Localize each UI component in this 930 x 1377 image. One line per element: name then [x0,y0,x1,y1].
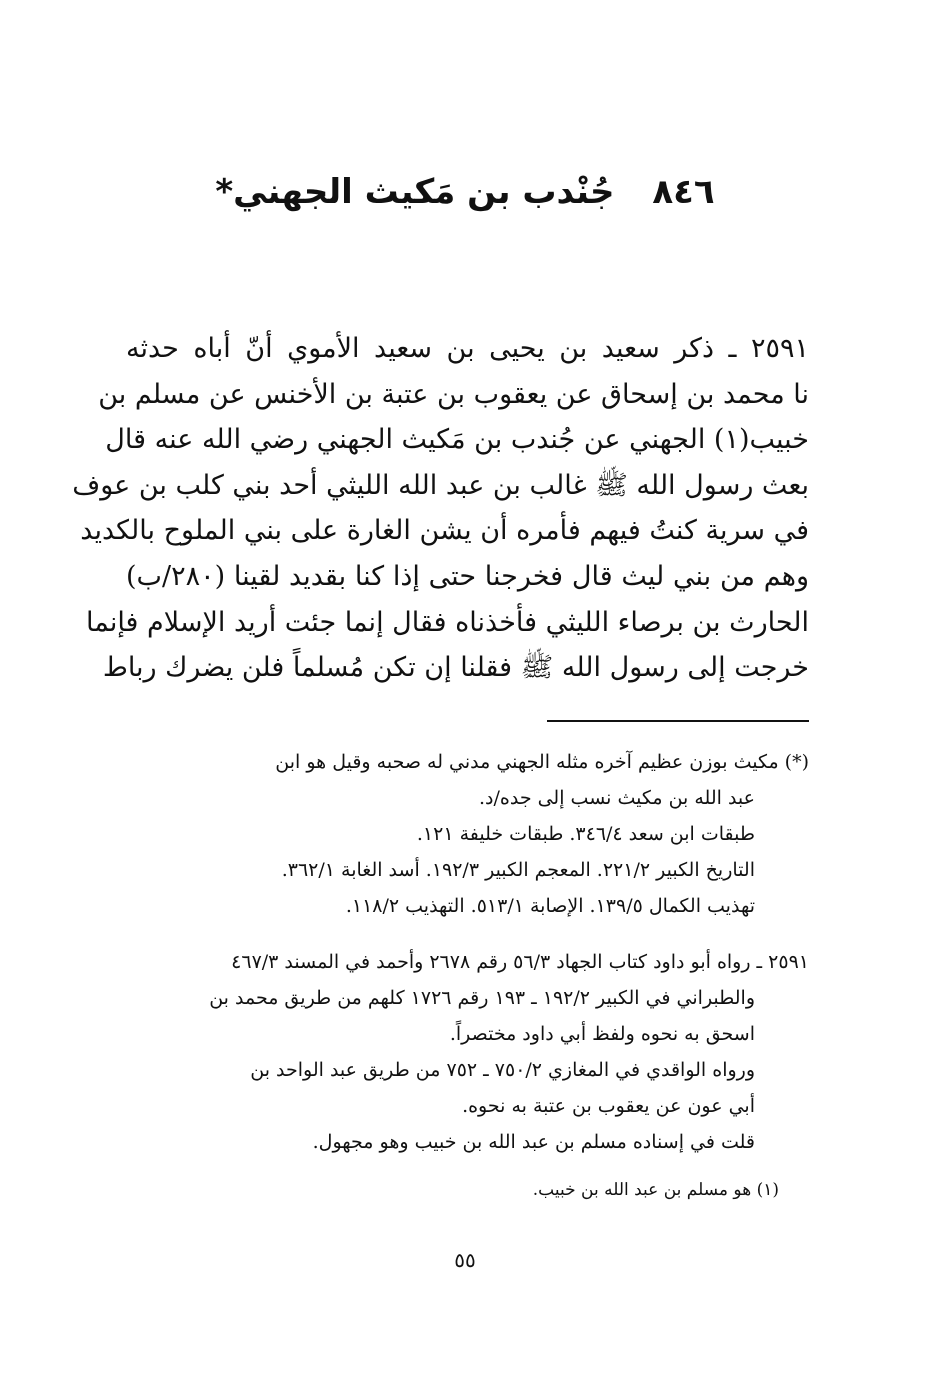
footnote-1 [126,1180,809,1200]
footnote-line: عبد الله بن مكيث نسب إلى جده/د. [478,787,755,809]
entry-heading [0,172,930,212]
page-number: ٥٥ [454,1248,476,1272]
footnote-star [126,744,809,924]
main-text-line: خرجت إلى رسول الله ﷺ فقلنا إن تكن مُسلماً فلن يضرك رباط [102,652,809,684]
footnote-line: والطبراني في الكبير ١٩٢/٢ ـ ١٩٣ رقم ١٧٢٦ كلهم من طريق محمد بن [209,987,755,1009]
footnote-line: ورواه الواقدي في المغازي ٧٥٠/٢ ـ ٧٥٢ من طريق عبد الواحد بن [250,1059,755,1081]
main-text-line: ٢٥٩١ ـ ذكر سعيد بن يحيى بن سعيد الأموي أنّ أباه حدثه [126,333,809,364]
main-text-line: وهم من بني ليث قال فخرجنا حتى إذا كنا بقديد لقينا (٢٨٠/ب) [126,560,809,592]
footnote-line: (١) هو مسلم بن عبد الله بن خبيب. [532,1180,779,1200]
entry-number: ٨٤٦ [652,172,715,212]
main-text [72,326,809,691]
footnote-line: التاريخ الكبير ٢٢١/٢. المعجم الكبير ١٩٢/٣. أسد الغابة ٣٦٢/١. [281,859,755,881]
footnote-line: اسحق به نحوه ولفظ أبي داود مختصراً. [449,1023,755,1045]
main-text-line: في سرية كنتُ فيهم فأمره أن يشن الغارة على بني الملوح بالكديد [80,515,809,547]
footnote-2591 [126,944,809,1160]
footnote-line: (*) مكيث بوزن عظيم آخره مثله الجهني مدني له صحبه وقيل هو ابن [275,751,809,773]
main-text-line: بعث رسول الله ﷺ غالب بن عبد الله الليثي أحد بني كلب بن عوف [72,469,809,501]
footnote-line: طبقات ابن سعد ٣٤٦/٤. طبقات خليفة ١٢١. [416,823,755,845]
footnote-separator [547,720,809,722]
footnote-line: تهذيب الكمال ١٣٩/٥. الإصابة ٥١٣/١. التهذيب ١١٨/٢. [345,895,755,917]
entry-title: جُنْدب بن مَكيث الجهني* [215,172,615,212]
main-text-line: نا محمد بن إسحاق عن يعقوب بن عتبة بن الأخنس عن مسلم بن [98,378,809,410]
main-text-line: خبيب(١) الجهني عن جُندب بن مَكيث الجهني رضي الله عنه قال [105,424,809,456]
main-text-line: الحارث بن برصاء الليثي فأخذناه فقال إنما جئت أريد الإسلام فإنما [85,606,809,638]
footnote-line: أبي عون عن يعقوب بن عتبة به نحوه. [462,1095,755,1117]
footnote-line: ٢٥٩١ ـ رواه أبو داود كتاب الجهاد ٥٦/٣ رقم ٢٦٧٨ وأحمد في المسند ٤٦٧/٣ [231,951,809,973]
footnote-line: قلت في إسناده مسلم بن عبد الله بن خبيب وهو مجهول. [312,1131,755,1153]
